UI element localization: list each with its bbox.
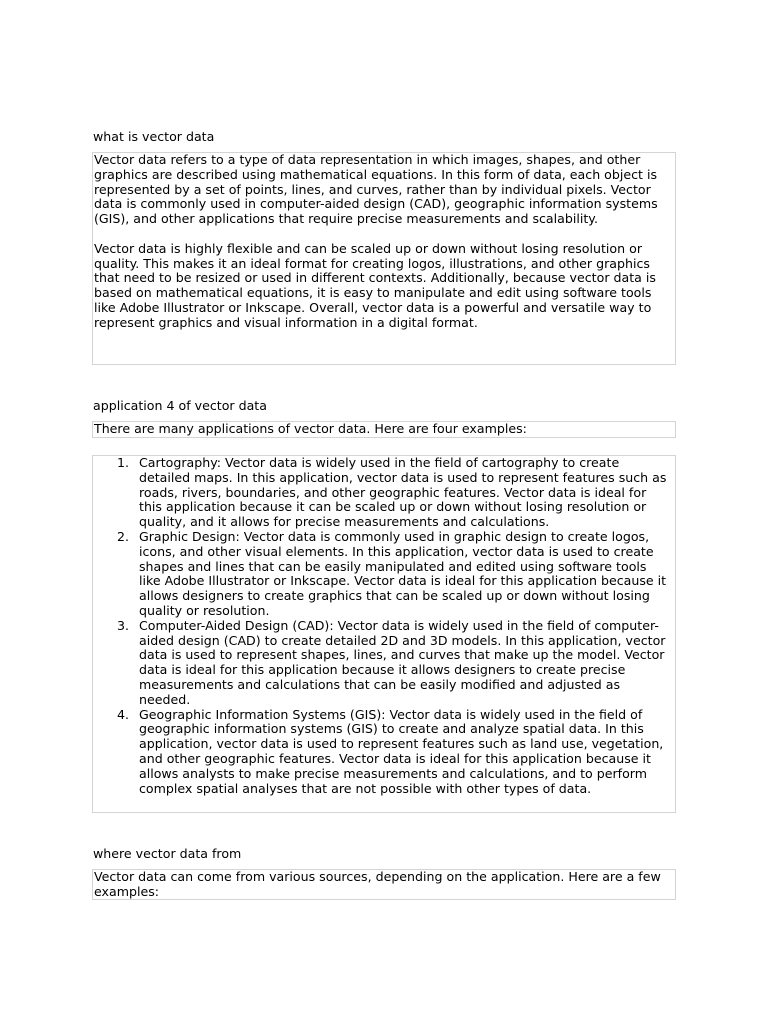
list-item-number: 2.	[117, 528, 130, 544]
question-applications-of-vector-data: application 4 of vector data	[93, 398, 267, 413]
list-item-text: Computer-Aided Design (CAD): Vector data is widely used in the field of computer-aided design (CAD) to create detailed 2D and 3D models. In this application, vector data is used to represent shapes, lines, and curves that make up the model. Vector data is ideal for this application because it allows designers to create precise measurements and calculations that can be easily modified and adjusted as needed.	[139, 617, 666, 707]
answer-intro: There are many applications of vector data. Here are four examples:	[94, 421, 527, 436]
answer-box-where-vector-data-from	[92, 869, 676, 900]
list-item-number: 4.	[117, 706, 130, 722]
question-where-vector-data-from: where vector data from	[93, 846, 242, 861]
list-item-text: Geographic Information Systems (GIS): Vector data is widely used in the field of geographic information systems (GIS) to create and analyze spatial data. In this application, vector data is used to represent features such as land use, vegetation, and other geographic features. Vector data is ideal for this application because it allows analysts to make precise measurements and calculations, and to perform complex spatial analyses that are not possible with other types of data.	[139, 706, 664, 796]
answer-intro: Vector data can come from various sources, depending on the application. Here are a few examples:	[94, 869, 661, 899]
list-item-number: 3.	[117, 617, 130, 633]
list-item-number: 1.	[117, 455, 130, 470]
list-item	[117, 528, 675, 619]
question-what-is-vector-data: what is vector data	[93, 129, 215, 144]
answer-box-applications-list	[92, 455, 676, 813]
list-item	[117, 706, 675, 797]
applications-list	[93, 456, 675, 796]
answer-box-applications-intro	[92, 421, 676, 438]
answer-box-what-is-vector-data	[92, 152, 676, 365]
list-item-text: Graphic Design: Vector data is commonly used in graphic design to create logos, icons, and other visual elements. In this application, vector data is used to create shapes and lines that can be easily manipulated and edited using software tools like Adobe Illustrator or Inkscape. Vector data is ideal for this application because it allows designers to create graphics that can be scaled up or down without losing quality or resolution.	[139, 528, 667, 618]
list-item	[117, 455, 675, 530]
list-item	[117, 617, 675, 708]
answer-paragraph: Vector data is highly flexible and can be scaled up or down without losing resolution or quality. This makes it an ideal format for creating logos, illustrations, and other graphics that need to be resized or used in different contexts. Additionally, because vector data is based on mathematical equations, it is easy to manipulate and edit using software tools like Adobe Illustrator or Inkscape. Overall, vector data is a powerful and versatile way to represent graphics and visual information in a digital format.	[94, 240, 656, 330]
list-item-text: Cartography: Vector data is widely used in the field of cartography to create detailed maps. In this application, vector data is used to represent features such as roads, rivers, boundaries, and other geographic features. Vector data is ideal for this application because it can be scaled up or down without losing resolution or quality, and it allows for precise measurements and calculations.	[139, 455, 667, 530]
answer-paragraph: Vector data refers to a type of data representation in which images, shapes, and other graphics are described using mathematical equations. In this form of data, each object is represented by a set of points, lines, and curves, rather than by individual pixels. Vector data is commonly used in computer-aided design (CAD), geographic information systems (GIS), and other applications that require precise measurements and scalability.	[94, 152, 658, 227]
